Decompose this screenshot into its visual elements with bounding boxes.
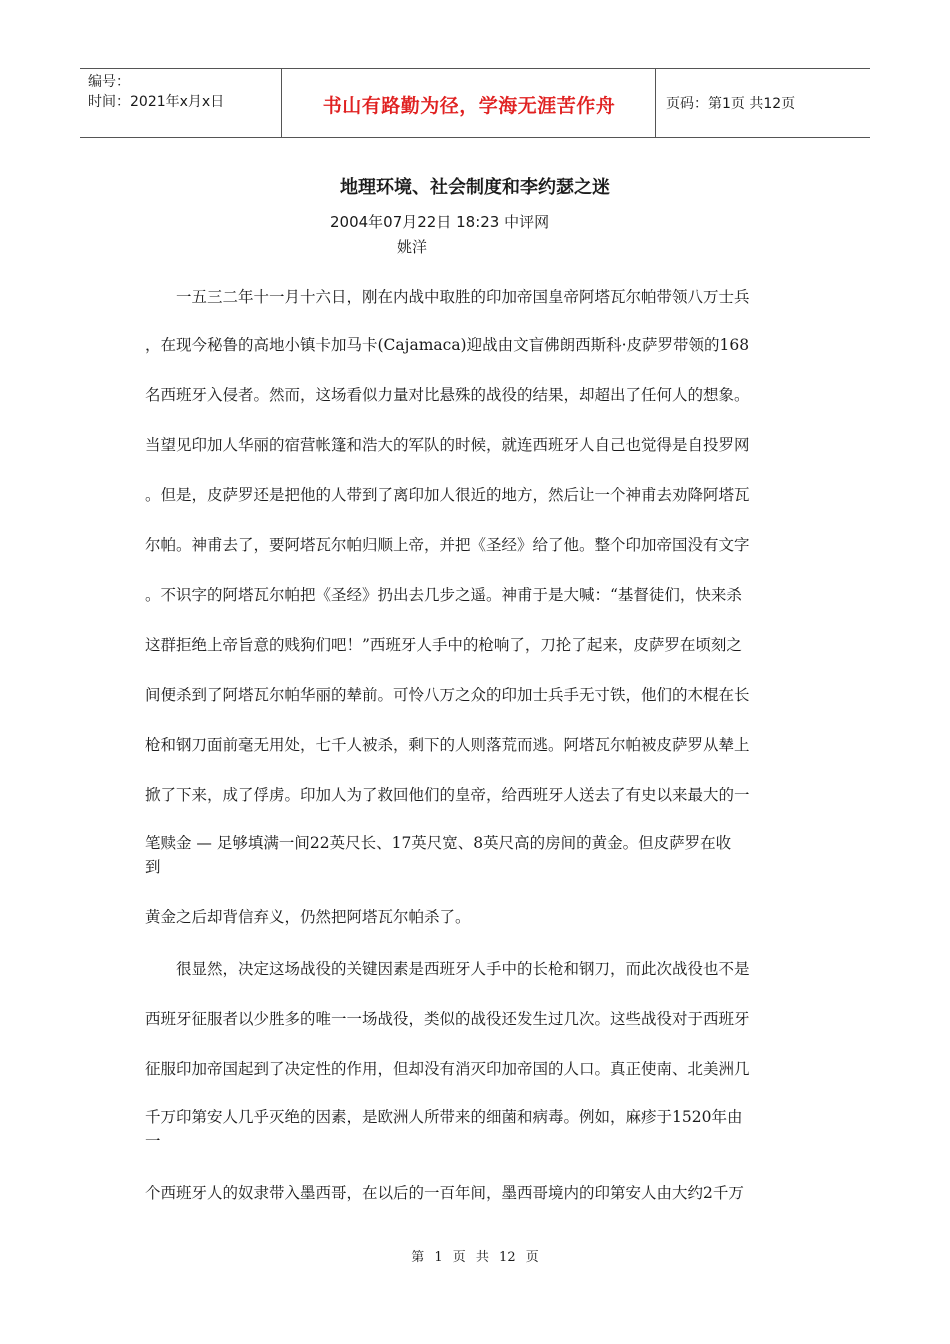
header-meta: [88, 72, 288, 112]
body-line: 千万印第安人几乎灭绝的因素，是欧洲人所带来的细菌和病毒。例如，麻疹于1520年由: [145, 1108, 743, 1126]
body-line: 笔赎金 — 足够填满一间22英尺长、17英尺宽、8英尺高的房间的黄金。但皮萨罗在收: [145, 834, 732, 852]
header-page-info: 页码：第1页 共12页: [666, 96, 796, 112]
body-line: 西班牙征服者以少胜多的唯一一场战役，类似的战役还发生过几次。这些战役对于西班牙: [145, 1010, 750, 1028]
body-line: 间便杀到了阿塔瓦尔帕华丽的辇前。可怜八万之众的印加士兵手无寸铁，他们的木棍在长: [145, 686, 750, 704]
body-line: 一五三二年十一月十六日，刚在内战中取胜的印加帝国皇帝阿塔瓦尔帕带领八万士兵: [145, 288, 750, 306]
body-line: 个西班牙人的奴隶带入墨西哥，在以后的一百年间，墨西哥境内的印第安人由大约2千万: [145, 1184, 744, 1202]
page-footer: 第 1 页 共 12 页: [411, 1250, 539, 1265]
body-line: 。但是，皮萨罗还是把他的人带到了离印加人很近的地方，然后让一个神甫去劝降阿塔瓦: [145, 486, 750, 504]
article-dateline: 2004年07月22日 18:23 中评网: [330, 213, 550, 231]
body-line: ，在现今秘鲁的高地小镇卡加马卡(Cajamaca)迎战由文盲佛朗西斯科·皮萨罗带领的168: [145, 336, 750, 354]
number-label: 编号：: [88, 74, 130, 90]
body-line: 很显然，决定这场战役的关键因素是西班牙人手中的长枪和钢刀，而此次战役也不是: [145, 960, 750, 978]
body-line: 。不识字的阿塔瓦尔帕把《圣经》扔出去几步之遥。神甫于是大喊：“基督徒们，快来杀: [145, 586, 742, 604]
document-header: [80, 68, 870, 138]
body-line: 尔帕。神甫去了，要阿塔瓦尔帕归顺上帝，并把《圣经》给了他。整个印加帝国没有文字: [145, 536, 750, 554]
body-line: 到: [145, 858, 161, 876]
body-line: 这群拒绝上帝旨意的贱狗们吧！”西班牙人手中的枪响了，刀抡了起来，皮萨罗在顷刻之: [145, 636, 742, 654]
body-line: 掀了下来，成了俘虏。印加人为了救回他们的皇帝，给西班牙人送去了有史以来最大的一: [145, 786, 750, 804]
article-author: 姚洋: [397, 238, 428, 256]
header-motto: 书山有路勤为径，学海无涯苦作舟: [322, 95, 616, 117]
body-line: 黄金之后却背信弃义，仍然把阿塔瓦尔帕杀了。: [145, 908, 471, 926]
body-line: 征服印加帝国起到了决定性的作用，但却没有消灭印加帝国的人口。真正使南、北美洲几: [145, 1060, 750, 1078]
header-divider: [655, 69, 656, 137]
body-line: 一: [145, 1132, 161, 1150]
body-line: 当望见印加人华丽的宿营帐篷和浩大的军队的时候，就连西班牙人自己也觉得是自投罗网: [145, 436, 750, 454]
body-line: 枪和钢刀面前毫无用处，七千人被杀，剩下的人则落荒而逃。阿塔瓦尔帕被皮萨罗从辇上: [145, 736, 750, 754]
date-label: 时间：2021年x月x日: [88, 94, 225, 110]
body-line: 名西班牙入侵者。然而，这场看似力量对比悬殊的战役的结果，却超出了任何人的想象。: [145, 386, 750, 404]
article-title: 地理环境、社会制度和李约瑟之迷: [340, 177, 610, 198]
